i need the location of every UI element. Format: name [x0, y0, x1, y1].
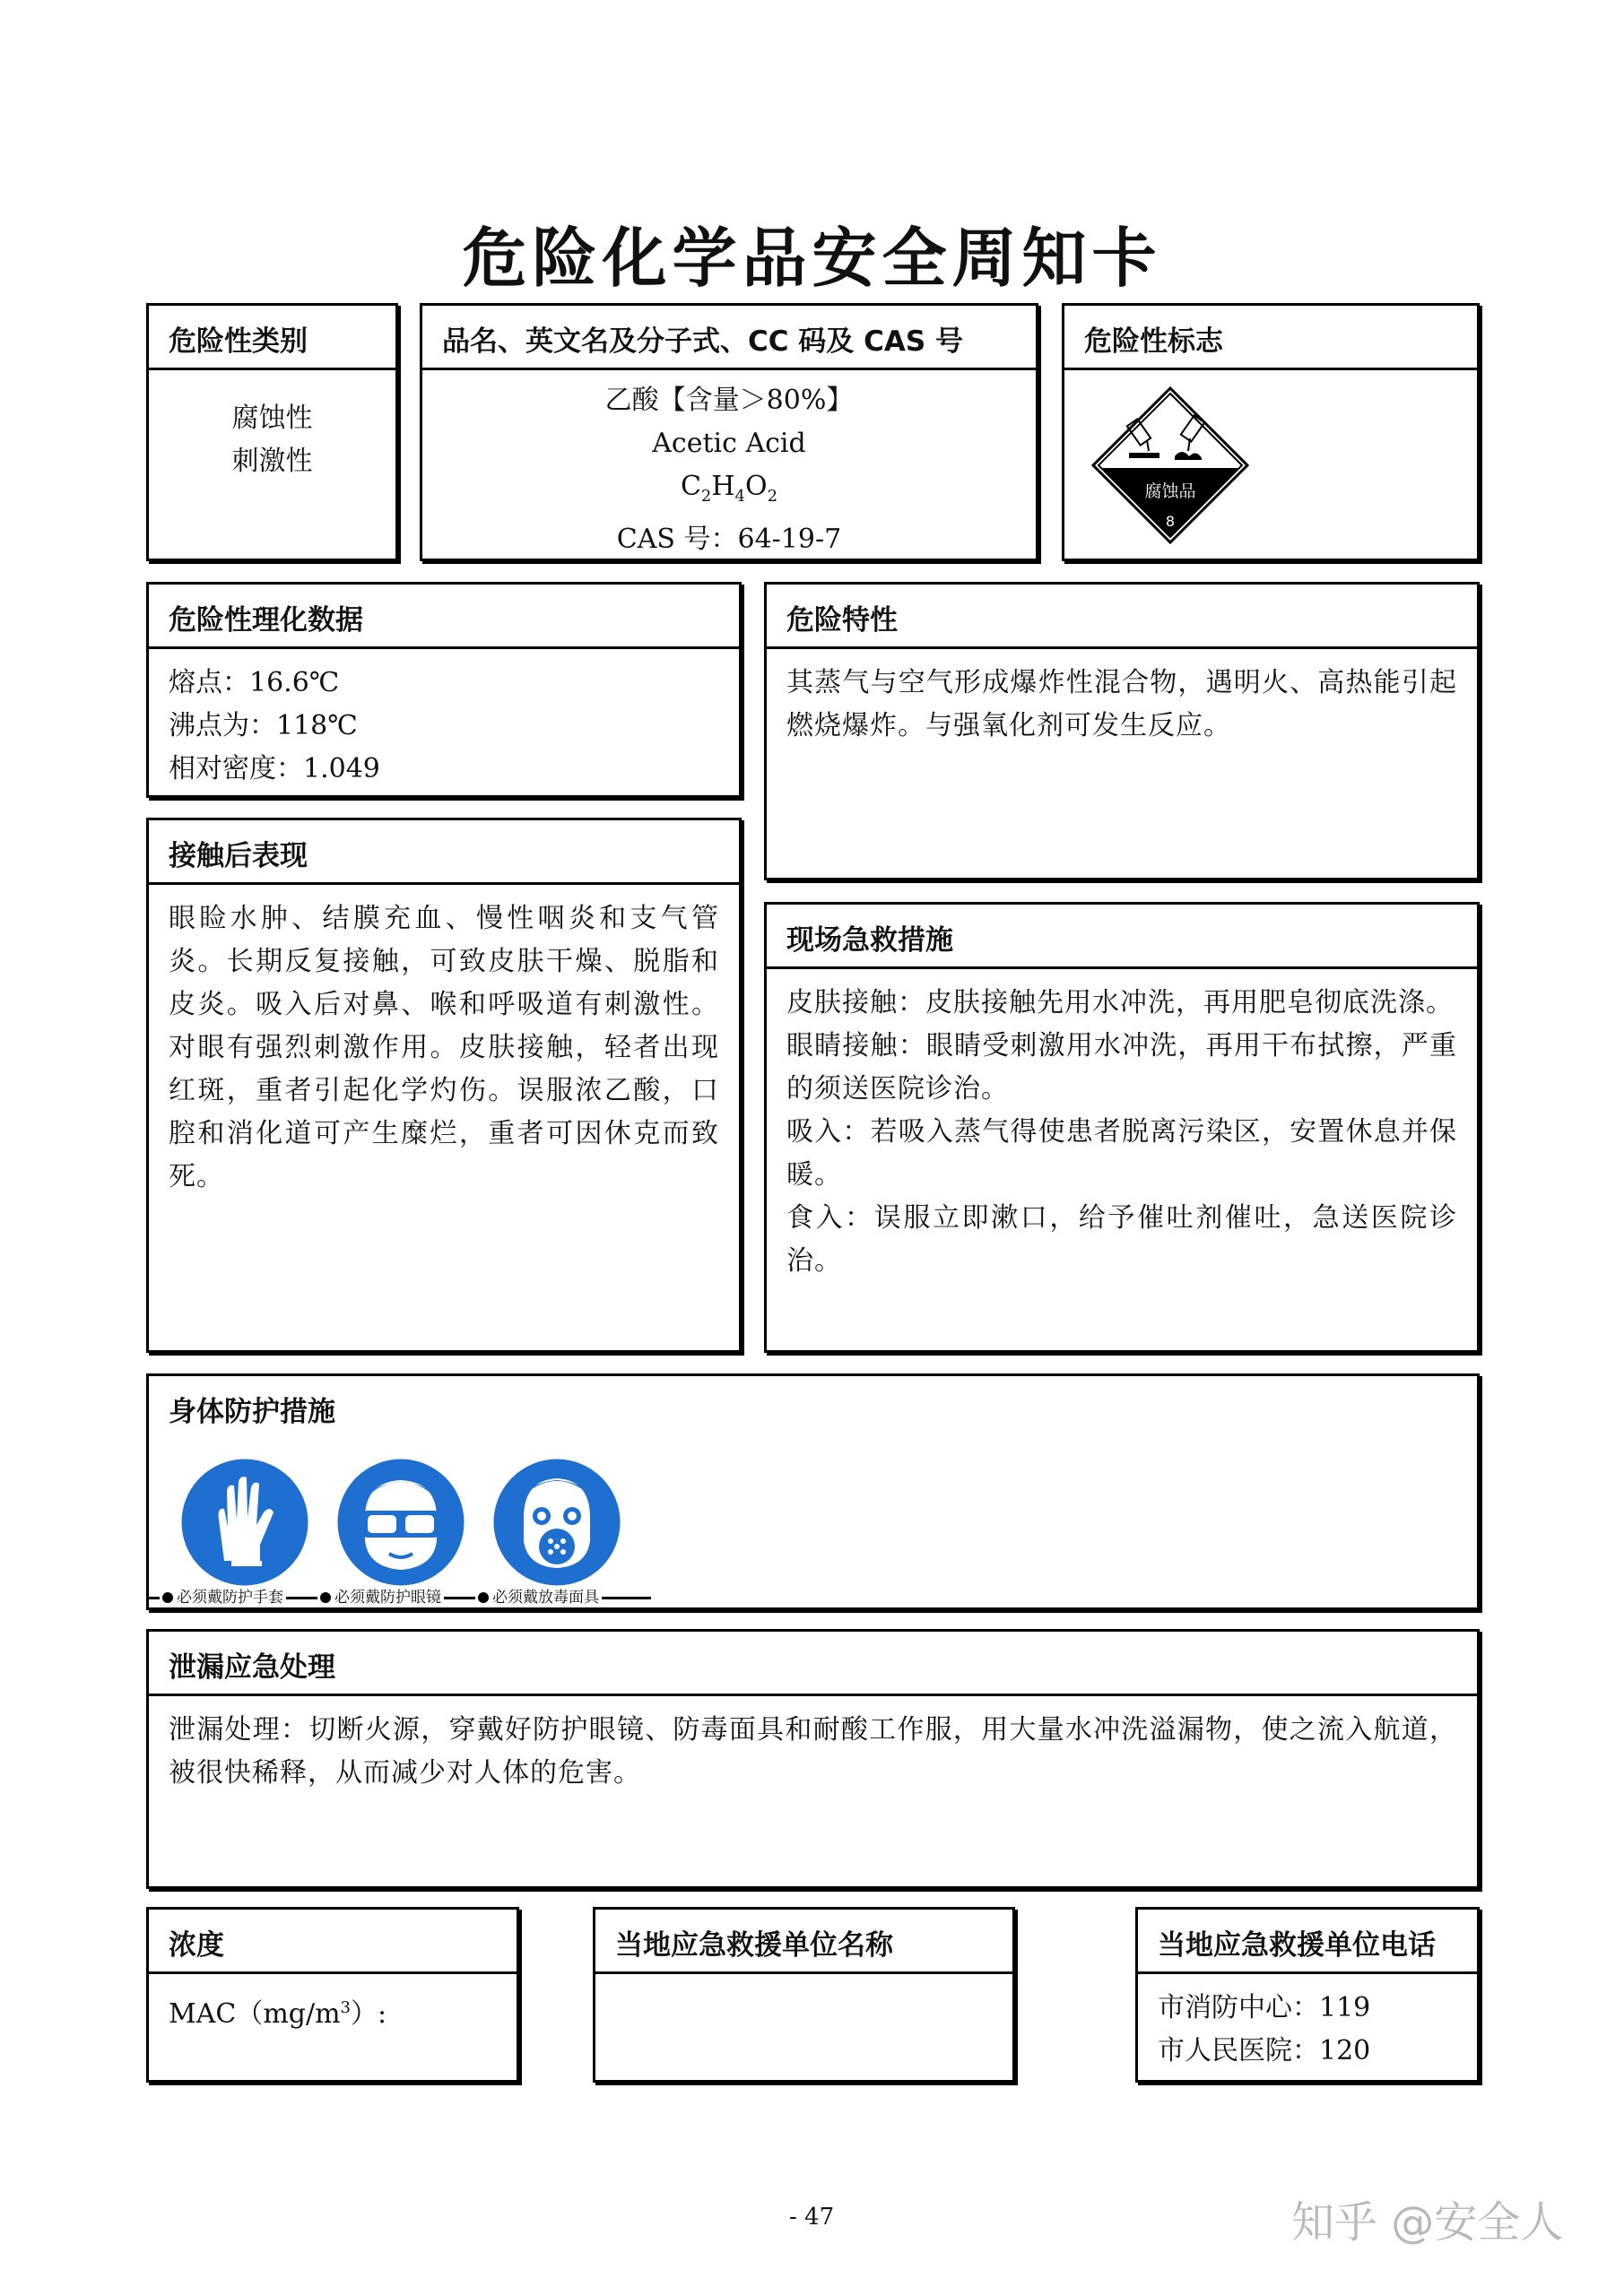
page-number: - 47	[789, 2204, 835, 2231]
goggles-icon	[334, 1455, 468, 1590]
gloves-icon	[178, 1455, 312, 1590]
ppe-caption-goggles: 必须戴防护眼镜	[334, 1589, 441, 1607]
physchem-header: 危险性理化数据	[149, 585, 739, 649]
phone-line: 市消防中心：119	[1158, 1992, 1371, 2023]
hazard-props-box	[764, 582, 1480, 880]
corrosive-icon	[1090, 385, 1251, 546]
ppe-caption-gas-mask: 必须戴放毒面具	[492, 1589, 599, 1607]
corrosive-class: 8	[1165, 513, 1176, 530]
first-aid-item: 食入：误服立即漱口，给予催吐剂催吐，急送医院诊治。	[786, 1202, 1457, 1277]
exposure-header: 接触后表现	[149, 820, 739, 885]
first-aid-item: 吸入：若吸入蒸气得使患者脱离污染区，安置休息并保暖。	[786, 1116, 1457, 1191]
watermark: 知乎 @安全人	[1291, 2197, 1564, 2248]
ppe-caption-gloves: 必须戴防护手套	[177, 1589, 283, 1607]
first-aid-item: 眼睛接触：眼睛受刺激用水冲洗，再用干布拭擦，严重的须送医院诊治。	[786, 1030, 1457, 1105]
product-info-header: 品名、英文名及分子式、CC 码及 CAS 号	[422, 306, 1036, 370]
local-unit-header: 当地应急救援单位名称	[595, 1910, 1012, 1974]
product-formula: $C_2H_4O_2$	[680, 471, 778, 506]
physchem-line: 相对密度：1.049	[169, 753, 380, 784]
concentration-header: 浓度	[149, 1910, 517, 1974]
exposure-text: 眼睑水肿、结膜充血、慢性咽炎和支气管炎。长期反复接触，可致皮肤干燥、脱脂和皮炎。吸入后对鼻、喉和呼吸道有刺激性。对眼有强烈刺激作用。皮肤接触，轻者出现红斑，重者引起化学灼伤。误服浓乙酸，口腔和消化道可产生糜烂，重者可因休克而致死。	[169, 903, 719, 1192]
hazard-sign-header: 危险性标志	[1064, 306, 1477, 370]
spill-box	[146, 1629, 1480, 1889]
first-aid-item: 皮肤接触：皮肤接触先用水冲洗，再用肥皂彻底洗涤。	[786, 987, 1454, 1018]
concentration-box	[146, 1907, 519, 2083]
physchem-line: 熔点：16.6℃	[169, 667, 340, 698]
product-cas: CAS 号：64-19-7	[616, 524, 842, 555]
gas-mask-icon	[490, 1455, 624, 1590]
spill-header: 泄漏应急处理	[149, 1632, 1477, 1696]
physchem-line: 沸点为：118℃	[169, 710, 358, 741]
local-unit-box	[593, 1907, 1015, 2083]
product-info-box	[420, 303, 1038, 561]
product-cn-name: 乙酸【含量＞80%】	[604, 385, 854, 416]
ppe-box	[146, 1373, 1480, 1610]
page-title: 危险化学品安全周知卡	[462, 221, 1162, 296]
spill-text: 泄漏处理：切断火源，穿戴好防护眼镜、防毒面具和耐酸工作服，用大量水冲洗溢漏物，使之流入航道，被很快稀释，从而减少对人体的危害。	[169, 1714, 1457, 1789]
hazard-props-header: 危险特性	[767, 585, 1477, 649]
exposure-box	[146, 818, 742, 1353]
first-aid-box	[764, 902, 1480, 1353]
hazard-category-box	[146, 303, 398, 561]
local-phone-header: 当地应急救援单位电话	[1138, 1910, 1477, 1974]
hazard-props-text: 其蒸气与空气形成爆炸性混合物，遇明火、高热能引起燃烧爆炸。与强氧化剂可发生反应。	[786, 667, 1457, 741]
local-phone-box	[1135, 1907, 1480, 2083]
corrosive-label: 腐蚀品	[1144, 481, 1196, 501]
product-en-name: Acetic Acid	[652, 428, 806, 459]
first-aid-header: 现场急救措施	[767, 905, 1477, 969]
mac-value: $MAC(mg/m^3)$:	[169, 1998, 387, 2030]
physchem-box	[146, 582, 742, 798]
hazard-category-header: 危险性类别	[149, 306, 395, 370]
hazard-category-line: 腐蚀性	[231, 403, 313, 434]
ppe-header: 身体防护措施	[169, 1396, 335, 1428]
phone-line: 市人民医院：120	[1158, 2035, 1371, 2066]
hazard-sign-box	[1062, 303, 1480, 561]
hazard-category-line: 刺激性	[231, 446, 313, 477]
